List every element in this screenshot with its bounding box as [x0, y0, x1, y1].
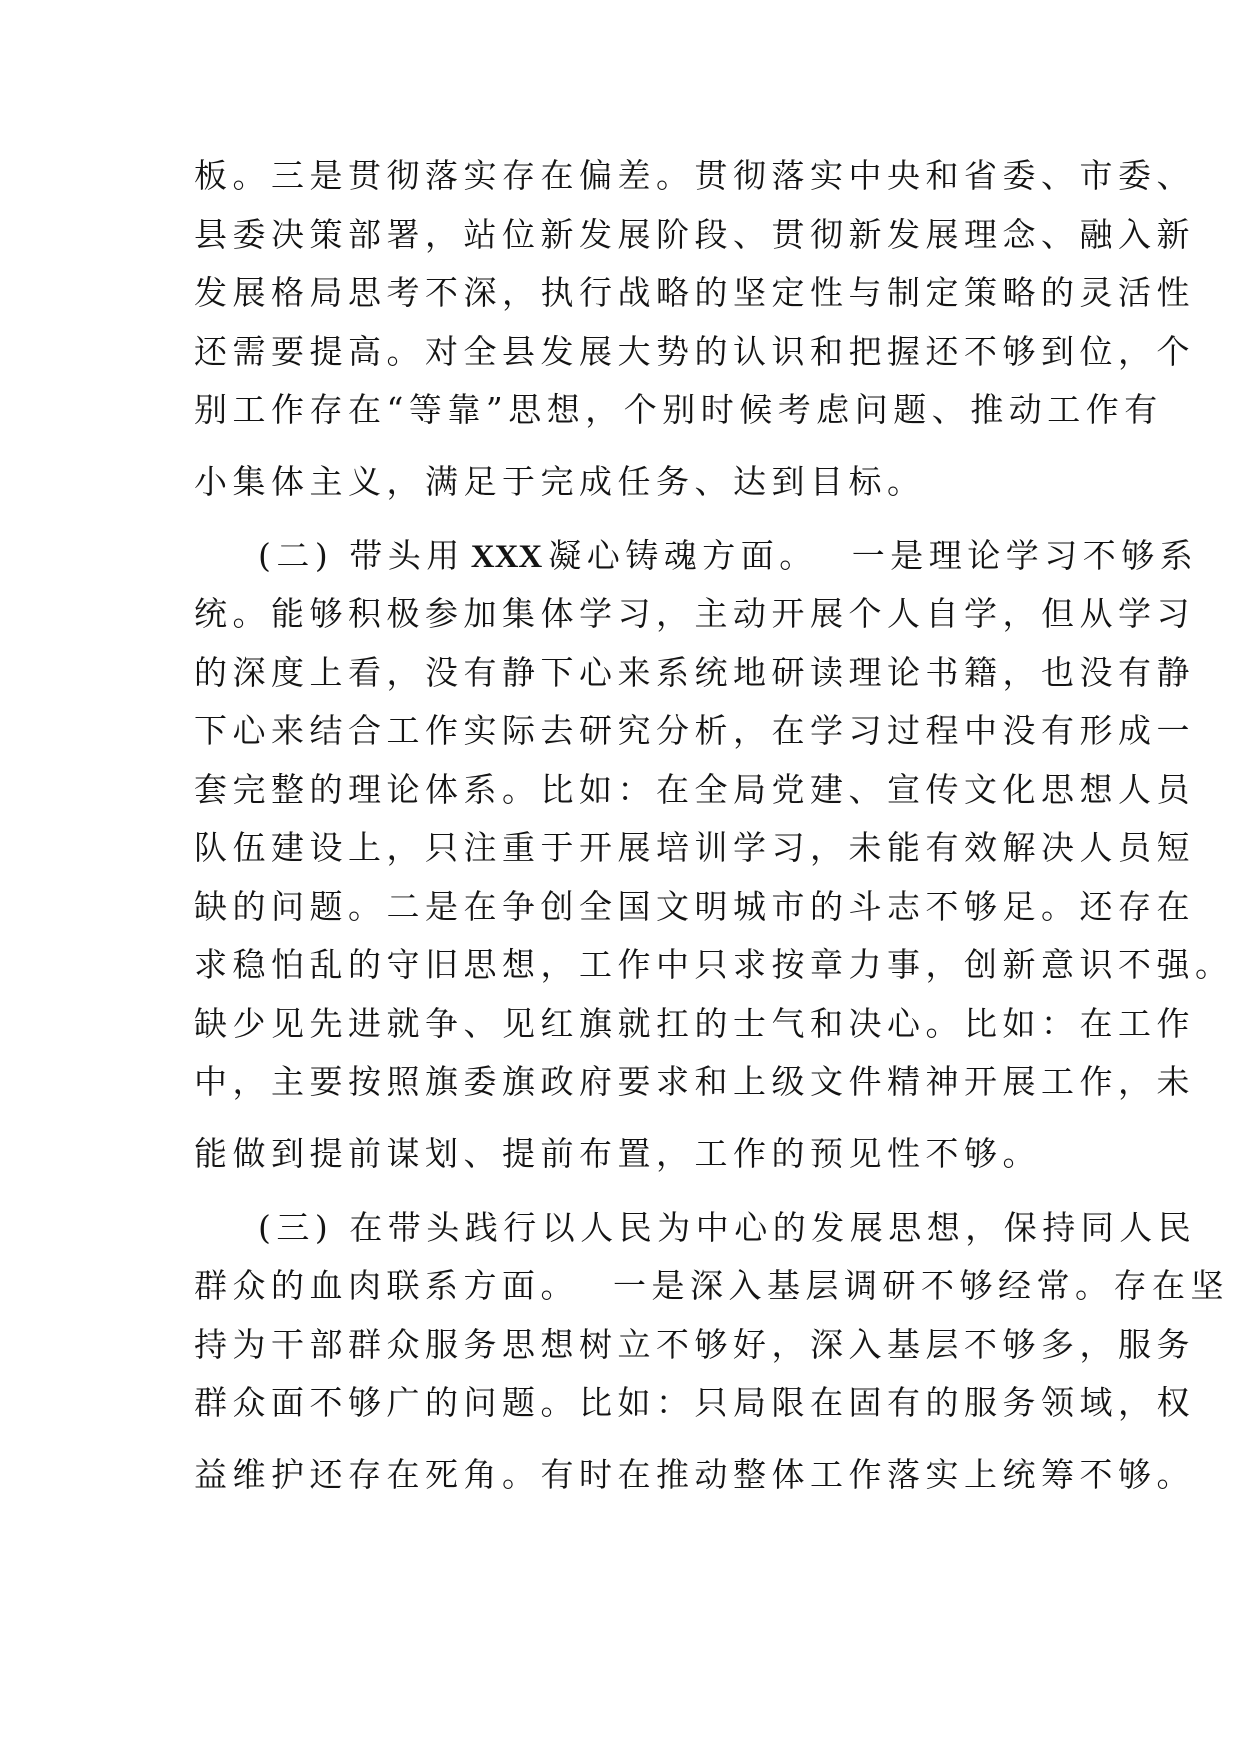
paragraph-1-line-2: 县委决策部署，站位新发展阶段、贯彻新发展理念、融入新: [194, 215, 1195, 254]
paragraph-2-line-4: 下心来结合工作实际去研究分析，在学习过程中没有形成一: [194, 711, 1195, 750]
section-2-heading-suffix: 凝心铸魂方面。: [548, 536, 818, 575]
paragraph-3-line-1: (三) 在带头践行以人民为中心的发展思想，保持同人民: [258, 1208, 1197, 1247]
paragraph-2-line-8: 求稳怕乱的守旧思想，工作中只求按章力事，创新意识不强。: [194, 945, 1234, 984]
section-2-heading-placeholder: XXX: [470, 539, 543, 575]
paragraph-3-line-2-tail: 一是深入基层调研不够经常。存在坚: [613, 1266, 1229, 1305]
paragraph-3-line-3: 持为干部群众服务思想树立不够好，深入基层不够多，服务: [194, 1325, 1195, 1364]
paragraph-3-line-5: 益维护还存在死角。有时在推动整体工作落实上统筹不够。: [194, 1455, 1195, 1494]
paragraph-2-line-11: 能做到提前谋划、提前布置，工作的预见性不够。: [194, 1134, 1041, 1173]
paragraph-2-line-7: 缺的问题。二是在争创全国文明城市的斗志不够足。还存在: [194, 887, 1195, 926]
paragraph-2-line-5: 套完整的理论体系。比如：在全局党建、宣传文化思想人员: [194, 770, 1195, 809]
paragraph-2-line-10: 中，主要按照旗委旗政府要求和上级文件精神开展工作，未: [194, 1062, 1195, 1101]
paragraph-2-heading-line: [258, 528, 1199, 584]
paragraph-1-line-6: 小集体主义，满足于完成任务、达到目标。: [194, 462, 926, 501]
section-2-heading-prefix: (二) 带头用: [258, 536, 465, 575]
paragraph-2-line-2: 统。能够积极参加集体学习，主动开展个人自学，但从学习: [194, 594, 1195, 633]
paragraph-1-line-5: 别工作存在“等靠”思想，个别时候考虑问题、推动工作有: [194, 390, 1163, 429]
paragraph-1-line-4: 还需要提高。对全县发展大势的认识和把握还不够到位，个: [194, 332, 1195, 371]
paragraph-3-line-4: 群众面不够广的问题。比如：只局限在固有的服务领域，权: [194, 1383, 1195, 1422]
paragraph-2-line-3: 的深度上看，没有静下心来系统地研读理论书籍，也没有静: [194, 653, 1195, 692]
paragraph-2-first-line-tail: 一是理论学习不够系: [851, 536, 1199, 575]
paragraph-2-line-9: 缺少见先进就争、见红旗就扛的士气和决心。比如：在工作: [194, 1004, 1195, 1043]
paragraph-1-line-1: 板。三是贯彻落实存在偏差。贯彻落实中央和省委、市委、: [194, 156, 1195, 195]
paragraph-2-line-6: 队伍建设上，只注重于开展培训学习，未能有效解决人员短: [194, 828, 1195, 867]
section-3-heading-tail: 群众的血肉联系方面。: [194, 1266, 579, 1305]
paragraph-1-line-3: 发展格局思考不深，执行战略的坚定性与制定策略的灵活性: [194, 273, 1195, 312]
paragraph-3-line-2: [194, 1258, 1229, 1314]
